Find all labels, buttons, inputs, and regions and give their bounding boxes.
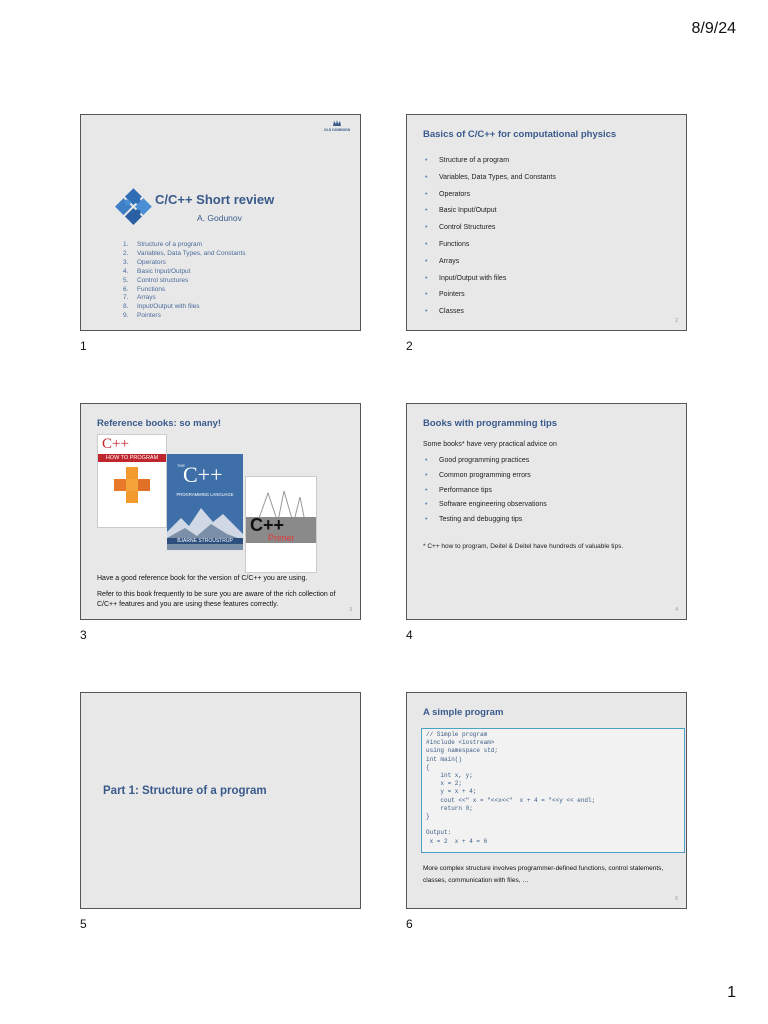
slide-6: [406, 692, 687, 909]
toc-item: 4. Basic Input/Output: [123, 267, 191, 275]
slide-footer-number: 6: [675, 896, 678, 902]
code-block: // Simple program #include <iostream> using namespace std; int main() { int x, y; x = 2; y = x + 4; cout <<" x = "<<x<<" x + 4 = "<<y << endl; return 0; } Output: x = 2 x + 4 = 6: [421, 728, 685, 853]
slide-4-bullets: [423, 454, 547, 528]
slide-footer-number: 3: [349, 607, 352, 613]
slide-number-6: 6: [406, 917, 413, 931]
toc-item: 5. Control structures: [123, 276, 189, 284]
slide-1-toc: [123, 241, 246, 321]
page-date: 8/9/24: [691, 20, 736, 37]
slide-5-title: Part 1: Structure of a program: [103, 785, 267, 797]
book-cover-primer: [245, 476, 317, 573]
toc-item: 6. Functions: [123, 285, 166, 293]
list-item: • Common programming errors: [423, 469, 547, 484]
slide-number-5: 5: [80, 917, 87, 931]
university-logo: [318, 120, 356, 132]
slide-2-bullets: [423, 153, 556, 321]
slide-1: [80, 114, 361, 331]
puzzle-icon: [109, 185, 155, 231]
toc-item: 3. Operators: [123, 258, 166, 266]
list-item: • Structure of a program: [423, 153, 556, 170]
toc-item: 7. Arrays: [123, 294, 156, 302]
book-2-title: C++: [183, 462, 223, 487]
slide-4-title: Books with programming tips: [423, 418, 558, 429]
book-2-pre: THE: [177, 463, 185, 468]
slide-footer-number: 4: [675, 607, 678, 613]
cube-blocks-icon: [110, 467, 154, 507]
list-item: • Performance tips: [423, 484, 547, 499]
crown-icon: [332, 120, 342, 127]
slide-1-author: A. Godunov: [197, 213, 242, 223]
slide-3-paragraph-1: Have a good reference book for the version of C/C++ you are using.: [97, 575, 308, 582]
slide-3-paragraph-2: Refer to this book frequently to be sure you are aware of the rich collection of C/C++ features and you are using these features correctly.: [97, 591, 336, 608]
book-cover-deitel: [97, 434, 167, 528]
slide-footer-number: 2: [675, 318, 678, 324]
slide-number-4: 4: [406, 628, 413, 642]
toc-item: 1. Structure of a program: [123, 241, 203, 248]
book-3-subtitle: Primer: [268, 533, 295, 543]
list-item: • Input/Output with files: [423, 271, 556, 288]
slide-number-3: 3: [80, 628, 87, 642]
slide-4: [406, 403, 687, 620]
list-item: • Pointers: [423, 287, 556, 304]
book-2-author: BJARNE STROUSTRUP: [167, 538, 243, 544]
book-cover-stroustrup: [167, 454, 243, 550]
slide-6-title: A simple program: [423, 707, 504, 718]
toc-item: 8. Input/Output with files: [123, 303, 200, 311]
page-number: 1: [727, 984, 736, 1001]
list-item: • Good programming practices: [423, 454, 547, 469]
slide-2: [406, 114, 687, 331]
slide-4-intro: Some books* have very practical advice on: [423, 441, 557, 448]
slide-1-title: C/C++ Short review: [155, 192, 275, 207]
toc-item: 2. Variables, Data Types, and Constants: [123, 249, 246, 257]
logo-text: OLD DOMINION: [323, 128, 351, 132]
slide-6-text: More complex structure involves programmer-defined functions, control statements, classes, communication with files, …: [423, 865, 664, 884]
list-item: • Arrays: [423, 254, 556, 271]
slide-number-2: 2: [406, 339, 413, 353]
slide-3: [80, 403, 361, 620]
list-item: • Operators: [423, 187, 556, 204]
list-item: • Testing and debugging tips: [423, 513, 547, 528]
book-3-title: C++: [250, 515, 285, 535]
list-item: • Functions: [423, 237, 556, 254]
book-2-subtitle: PROGRAMMING LANGUAGE: [176, 492, 234, 497]
slide-2-title: Basics of C/C++ for computational physics: [423, 129, 617, 140]
toc-item: 9. Pointers: [123, 312, 161, 320]
slide-5: [80, 692, 361, 909]
list-item: • Software engineering observations: [423, 498, 547, 513]
list-item: • Control Structures: [423, 220, 556, 237]
slide-4-note: * C++ how to program, Deitel & Deitel have hundreds of valuable tips.: [423, 543, 624, 550]
slide-3-title: Reference books: so many!: [97, 418, 222, 429]
list-item: • Variables, Data Types, and Constants: [423, 170, 556, 187]
book-1-title: C++: [102, 436, 129, 452]
list-item: • Classes: [423, 304, 556, 321]
book-1-subtitle: HOW TO PROGRAM: [98, 454, 166, 462]
slide-number-1: 1: [80, 339, 87, 353]
list-item: • Basic Input/Output: [423, 203, 556, 220]
